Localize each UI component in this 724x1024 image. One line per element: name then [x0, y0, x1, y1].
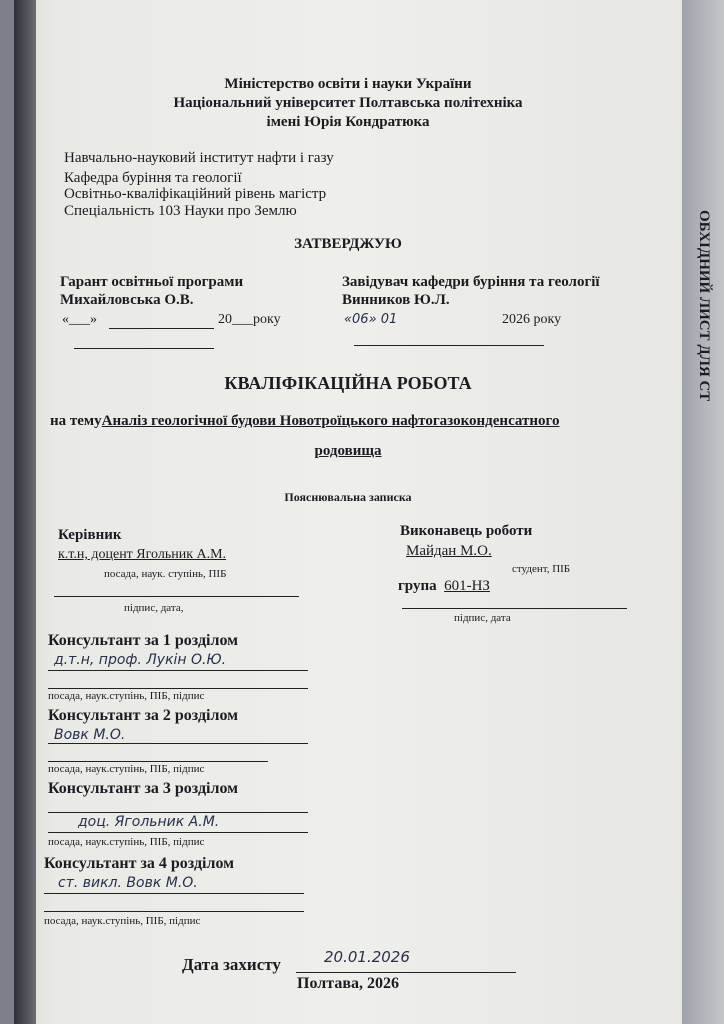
guarantor-signature-line — [109, 328, 214, 329]
supervisor-sign-caption: підпис, дата, — [124, 602, 184, 614]
guarantor-line — [74, 348, 214, 349]
department: Кафедра буріння та геології — [64, 170, 242, 186]
consultant-value: ст. викл. Вовк М.О. — [58, 875, 198, 891]
consultant-caption: посада, наук.ступінь, ПІБ, підпис — [48, 763, 205, 775]
performer-sign-caption: підпис, дата — [454, 612, 511, 624]
consultant-label: Консультант за 2 розділом — [48, 707, 239, 724]
head-line — [354, 345, 544, 346]
performer-caption: студент, ПІБ — [512, 563, 571, 575]
side-sheet-title: ОБХІДНИЙ ЛИСТ ДЛЯ СТ — [696, 210, 712, 402]
ministry: Міністерство освіти і науки України — [224, 76, 472, 92]
document-type: КВАЛІФІКАЦІЙНА РОБОТА — [224, 373, 472, 393]
degree: Освітньо-кваліфікаційний рівень магістр — [64, 186, 327, 202]
topic: Аналіз геологічної будови Новотроїцького нафтогазоконденсатного — [101, 413, 560, 429]
head-date: «06» 01 — [344, 312, 398, 327]
group-value: 601-НЗ — [444, 578, 490, 594]
consultant-label: Консультант за 4 розділом — [44, 855, 235, 872]
university: Національний університет Полтавська політехніка — [173, 95, 523, 111]
consultant-label: Консультант за 1 розділом — [48, 632, 239, 649]
background-sheet — [682, 0, 724, 1024]
defense-date: 20.01.2026 — [324, 948, 410, 966]
approve-heading: ЗАТВЕРДЖУЮ — [294, 236, 402, 252]
head-year: 2026 року — [502, 312, 562, 327]
performer-label: Виконавець роботи — [400, 523, 533, 539]
page-shadow — [14, 0, 36, 1024]
explanatory-note: Пояснювальна записка — [284, 490, 412, 504]
performer-value: Майдан М.О. — [406, 543, 492, 559]
consultant-value: Вовк М.О. — [54, 727, 126, 743]
consultant-caption: посада, наук.ступінь, ПІБ, підпис — [48, 836, 205, 848]
supervisor-value: к.т.н, доцент Ягольник А.М. — [58, 547, 227, 562]
university-named: імені Юрія Кондратюка — [266, 114, 430, 130]
head-title: Завідувач кафедри буріння та геології — [342, 274, 600, 290]
defense-line — [296, 972, 516, 973]
supervisor-signature-line — [54, 596, 299, 597]
consultant-caption: посада, наук.ступінь, ПІБ, підпис — [48, 690, 205, 702]
consultant-value: доц. Ягольник А.М. — [78, 814, 220, 830]
consultant-label: Консультант за 3 розділом — [48, 780, 239, 797]
guarantor-name: Михайловська О.В. — [60, 292, 194, 308]
footer-city-year: Полтава, 2026 — [297, 975, 399, 992]
consultant-caption: посада, наук.ступінь, ПІБ, підпис — [44, 915, 201, 927]
head-name: Винников Ю.Л. — [342, 292, 450, 308]
specialty: Спеціальність 103 Науки про Землю — [64, 203, 297, 219]
supervisor-label: Керівник — [58, 527, 122, 543]
supervisor-caption: посада, наук. ступінь, ПІБ — [104, 568, 227, 580]
defense-label: Дата захисту — [182, 955, 281, 974]
guarantor-day: «___» — [62, 312, 97, 327]
guarantor-title: Гарант освітньої програми — [60, 274, 244, 290]
performer-signature-line — [402, 608, 627, 609]
institute: Навчально-науковий інститут нафти і газу — [64, 150, 334, 166]
guarantor-year: 20___року — [218, 312, 281, 327]
topic-continued: родовища — [314, 443, 382, 459]
consultant-value: д.т.н, проф. Лукін О.Ю. — [54, 652, 227, 668]
title-page — [14, 0, 682, 1024]
topic-prefix: на тему — [50, 413, 102, 429]
group-label: група — [398, 578, 437, 594]
